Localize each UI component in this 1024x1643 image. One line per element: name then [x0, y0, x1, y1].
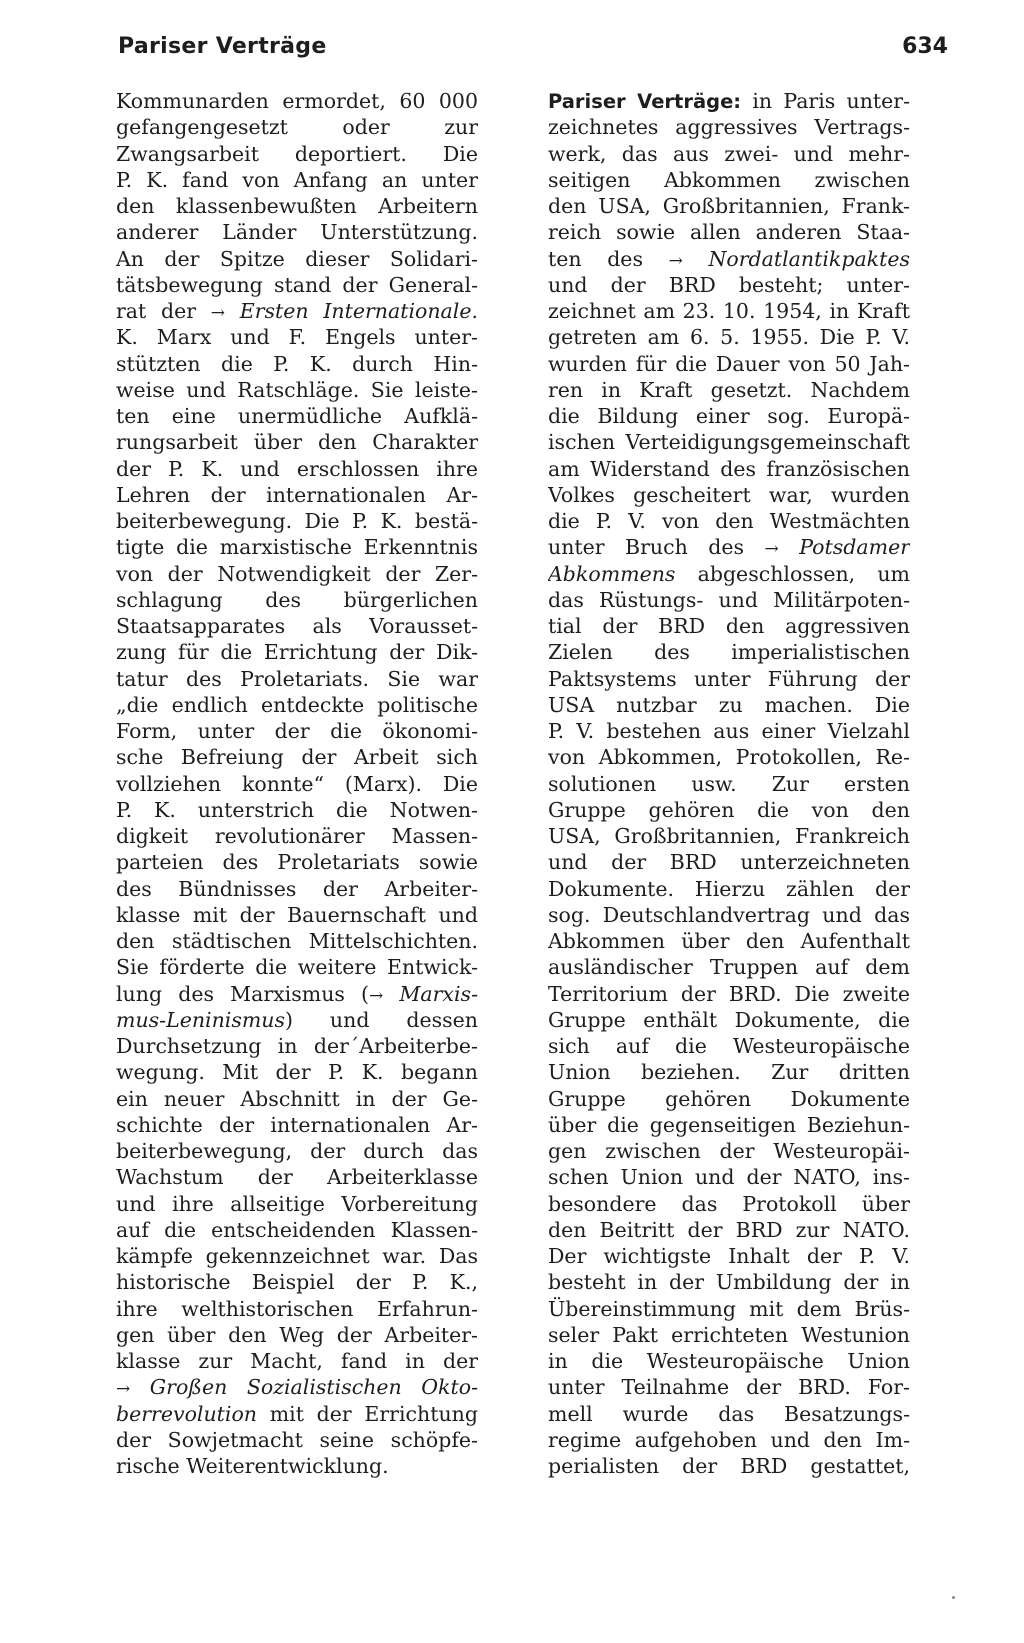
- text-line: K. Marx und F. Engels unter-: [116, 325, 478, 350]
- text-line: P. V. bestehen aus einer Vielzahl: [548, 719, 910, 743]
- text-line: perialisten der BRD gestattet,: [548, 1454, 910, 1478]
- left-column: [116, 88, 478, 1479]
- text-line: tigte die marxistische Erkenntnis: [116, 535, 478, 560]
- text-line: kämpfe gekennzeichnet war. Das: [116, 1244, 478, 1268]
- text-line: digkeit revolutionärer Massen-: [116, 824, 478, 848]
- running-head: Pariser Verträge: [118, 34, 327, 59]
- text-line: [116, 298, 478, 324]
- text-line: am Widerstand des französischen: [548, 456, 910, 481]
- text-line: „die endlich entdeckte politische: [116, 692, 478, 717]
- text-line: tial der BRD den aggressiven: [548, 614, 910, 638]
- text-line: Abkommen über den Aufenthalt: [548, 929, 910, 953]
- text-line: klasse zur Macht, fand in der: [116, 1349, 478, 1373]
- arrow-icon: →: [764, 539, 779, 560]
- text-line: zeichnet am 23. 10. 1954, in Kraft: [548, 299, 910, 323]
- text-line: rische Weiterentwicklung.: [116, 1454, 389, 1478]
- text-segment: unter Bruch des: [548, 535, 765, 560]
- text-line: Paktsystems unter Führung der: [548, 666, 910, 691]
- cross-reference[interactable]: mus-Leninismus: [116, 1007, 286, 1032]
- text-line: das Rüstungs- und Militärpoten-: [548, 587, 910, 612]
- text-line: tatur des Proletariats. Sie war: [116, 666, 478, 691]
- text-line: wurden für die Dauer von 50 Jah-: [548, 351, 910, 376]
- arrow-icon: →: [116, 1379, 131, 1400]
- text-line: [116, 1374, 478, 1400]
- cross-reference[interactable]: Potsdamer: [799, 535, 910, 560]
- text-line: beiterbewegung, der durch das: [116, 1139, 478, 1163]
- text-line: solutionen usw. Zur ersten: [548, 771, 910, 796]
- text-line: weise und Ratschläge. Sie leiste-: [116, 377, 478, 402]
- text-line: sog. Deutschlandvertrag und das: [548, 902, 910, 927]
- text-line: [116, 981, 478, 1007]
- text-line: P. K. fand von Anfang an unter: [116, 167, 478, 192]
- text-line: ein neuer Abschnitt in der Ge-: [116, 1086, 478, 1111]
- text-line: [548, 561, 910, 587]
- cross-reference[interactable]: Abkommens: [548, 561, 676, 586]
- text-line: Gruppe enthält Dokumente, die: [548, 1007, 910, 1032]
- text-line: von der Notwendigkeit der Zer-: [116, 561, 478, 586]
- text-line: parteien des Proletariats sowie: [116, 850, 478, 875]
- text-segment: mit der Errichtung: [257, 1401, 478, 1426]
- text-line: reich sowie allen anderen Staa-: [548, 220, 910, 245]
- text-line: schichte der internationalen Ar-: [116, 1112, 478, 1137]
- text-line: Kommunarden ermordet, 60 000: [116, 89, 478, 113]
- text-line: besondere das Protokoll über: [548, 1191, 910, 1216]
- text-line: wegung. Mit der P. K. begann: [116, 1060, 478, 1085]
- text-line: zung für die Errichtung der Dik-: [116, 640, 478, 665]
- text-line: anderer Länder Unterstützung.: [116, 220, 478, 245]
- text-line: den USA, Großbritannien, Frank-: [548, 194, 910, 218]
- page-number: 634: [902, 34, 948, 59]
- text-line: und der BRD unterzeichneten: [548, 850, 910, 875]
- text-line: [548, 534, 910, 560]
- text-line: sche Befreiung der Arbeit sich: [116, 745, 478, 770]
- text-line: in die Westeuropäische Union: [548, 1349, 910, 1373]
- text-line: und ihre allseitige Vorbereitung: [116, 1191, 478, 1216]
- text-line: sich auf die Westeuropäische: [548, 1034, 910, 1058]
- text-line: gen zwischen der Westeuropäi-: [548, 1139, 910, 1163]
- text-line: gen über den Weg der Arbeiter-: [116, 1322, 478, 1347]
- text-line: mell wurde das Besatzungs-: [548, 1401, 910, 1426]
- text-line: Dokumente. Hierzu zählen der: [548, 876, 910, 901]
- cross-reference[interactable]: Ersten Internationale.: [239, 299, 478, 323]
- arrow-icon: →: [210, 303, 226, 323]
- text-segment: ten des: [548, 246, 669, 271]
- text-line: den städtischen Mittelschichten.: [116, 929, 478, 953]
- text-line: Wachstum der Arbeiterklasse: [116, 1165, 478, 1190]
- text-segment: abgeschlossen, um: [675, 561, 910, 586]
- arrow-icon: →: [369, 985, 384, 1006]
- text-line: und der BRD besteht; unter-: [548, 272, 910, 297]
- text-line: [116, 1007, 478, 1033]
- text-line: [548, 246, 910, 272]
- text-line: Volkes gescheitert war, wurden: [548, 482, 910, 507]
- cross-reference[interactable]: berrevolution: [116, 1401, 258, 1426]
- text-line: die Bildung einer sog. Europä-: [548, 404, 910, 428]
- text-line: über die gegenseitigen Beziehun-: [548, 1112, 910, 1137]
- text-line: Zwangsarbeit deportiert. Die: [116, 141, 478, 166]
- text-line: schlagung des bürgerlichen: [116, 587, 478, 612]
- text-line: ihre welthistorischen Erfahrun-: [116, 1296, 478, 1321]
- cross-reference[interactable]: Nordatlantikpaktes: [708, 246, 910, 271]
- text-line: getreten am 6. 5. 1955. Die P. V.: [548, 325, 910, 350]
- text-line: Zielen des imperialistischen: [548, 640, 910, 665]
- text-line: P. K. unterstrich die Notwen-: [116, 797, 478, 822]
- text-line: Union beziehen. Zur dritten: [548, 1060, 910, 1085]
- text-line: den Beitritt der BRD zur NATO.: [548, 1217, 910, 1242]
- text-line: schen Union und der NATO, ins-: [548, 1165, 910, 1190]
- text-line: Lehren der internationalen Ar-: [116, 482, 478, 507]
- text-line: An der Spitze dieser Solidari-: [116, 246, 478, 271]
- cross-reference[interactable]: Marxis-: [399, 981, 478, 1006]
- text-line: des Bündnisses der Arbeiter-: [116, 876, 478, 901]
- text-line: Übereinstimmung mit dem Brüs-: [548, 1296, 910, 1321]
- text-line: historische Beispiel der P. K.,: [116, 1270, 478, 1295]
- text-line: beiterbewegung. Die P. K. bestä-: [116, 509, 478, 533]
- text-line: der P. K. und erschlossen ihre: [116, 456, 478, 481]
- text-line: klasse mit der Bauernschaft und: [116, 902, 478, 927]
- text-line: Gruppe gehören Dokumente: [548, 1086, 910, 1111]
- text-line: Sie förderte die weitere Entwick-: [116, 955, 478, 980]
- text-line: seler Pakt errichteten Westunion: [548, 1322, 910, 1347]
- text-line: Durchsetzung in der´Arbeiterbe-: [116, 1034, 478, 1058]
- text-line: rungsarbeit über den Charakter: [116, 430, 478, 455]
- text-line: auf die entscheidenden Klassen-: [116, 1217, 478, 1242]
- cross-reference[interactable]: Großen Sozialistischen Okto-: [149, 1375, 478, 1400]
- text-line: stützten die P. K. durch Hin-: [116, 351, 478, 376]
- text-line: Staatsapparates als Vorausset-: [116, 614, 478, 638]
- text-segment: in Paris unter-: [741, 89, 910, 113]
- text-line: Territorium der BRD. Die zweite: [548, 981, 910, 1006]
- print-speck: [952, 1596, 955, 1599]
- text-segment: ) und dessen: [285, 1007, 478, 1032]
- text-line: USA nutzbar zu machen. Die: [548, 692, 910, 717]
- arrow-icon: →: [668, 250, 683, 271]
- right-column: [548, 88, 910, 1479]
- text-line: Gruppe gehören die von den: [548, 797, 910, 822]
- entry-headword: Pariser Verträge:: [548, 90, 742, 113]
- text-line: Form, unter der die ökonomi-: [116, 719, 478, 743]
- text-line: werk, das aus zwei- und mehr-: [548, 141, 910, 166]
- text-line: zeichnetes aggressives Vertrags-: [548, 115, 910, 140]
- text-line: ten eine unermüdliche Aufklä-: [116, 404, 478, 428]
- text-line: ischen Verteidigungsgemeinschaft: [548, 430, 910, 455]
- text-segment: lung des Marxismus (: [116, 981, 370, 1006]
- text-line: Der wichtigste Inhalt der P. V.: [548, 1244, 910, 1268]
- text-line: tätsbewegung stand der General-: [116, 272, 478, 297]
- text-segment: rat der: [116, 299, 211, 323]
- text-line: USA, Großbritannien, Frankreich: [548, 824, 910, 848]
- text-line: von Abkommen, Protokollen, Re-: [548, 745, 910, 770]
- text-line: besteht in der Umbildung der in: [548, 1270, 910, 1295]
- text-line: regime aufgehoben und den Im-: [548, 1427, 910, 1452]
- text-line: ren in Kraft gesetzt. Nachdem: [548, 377, 910, 402]
- text-line: ausländischer Truppen auf dem: [548, 955, 910, 980]
- entry-heading-line: [548, 88, 910, 114]
- text-line: die P. V. von den Westmächten: [548, 509, 910, 533]
- text-line: der Sowjetmacht seine schöpfe-: [116, 1427, 478, 1452]
- text-line: [116, 1401, 478, 1427]
- text-line: gefangengesetzt oder zur: [116, 115, 478, 140]
- text-line: seitigen Abkommen zwischen: [548, 167, 910, 192]
- text-line: unter Teilnahme der BRD. For-: [548, 1375, 910, 1400]
- text-line: den klassenbewußten Arbeitern: [116, 194, 478, 218]
- text-line: vollziehen konnte“ (Marx). Die: [116, 771, 478, 796]
